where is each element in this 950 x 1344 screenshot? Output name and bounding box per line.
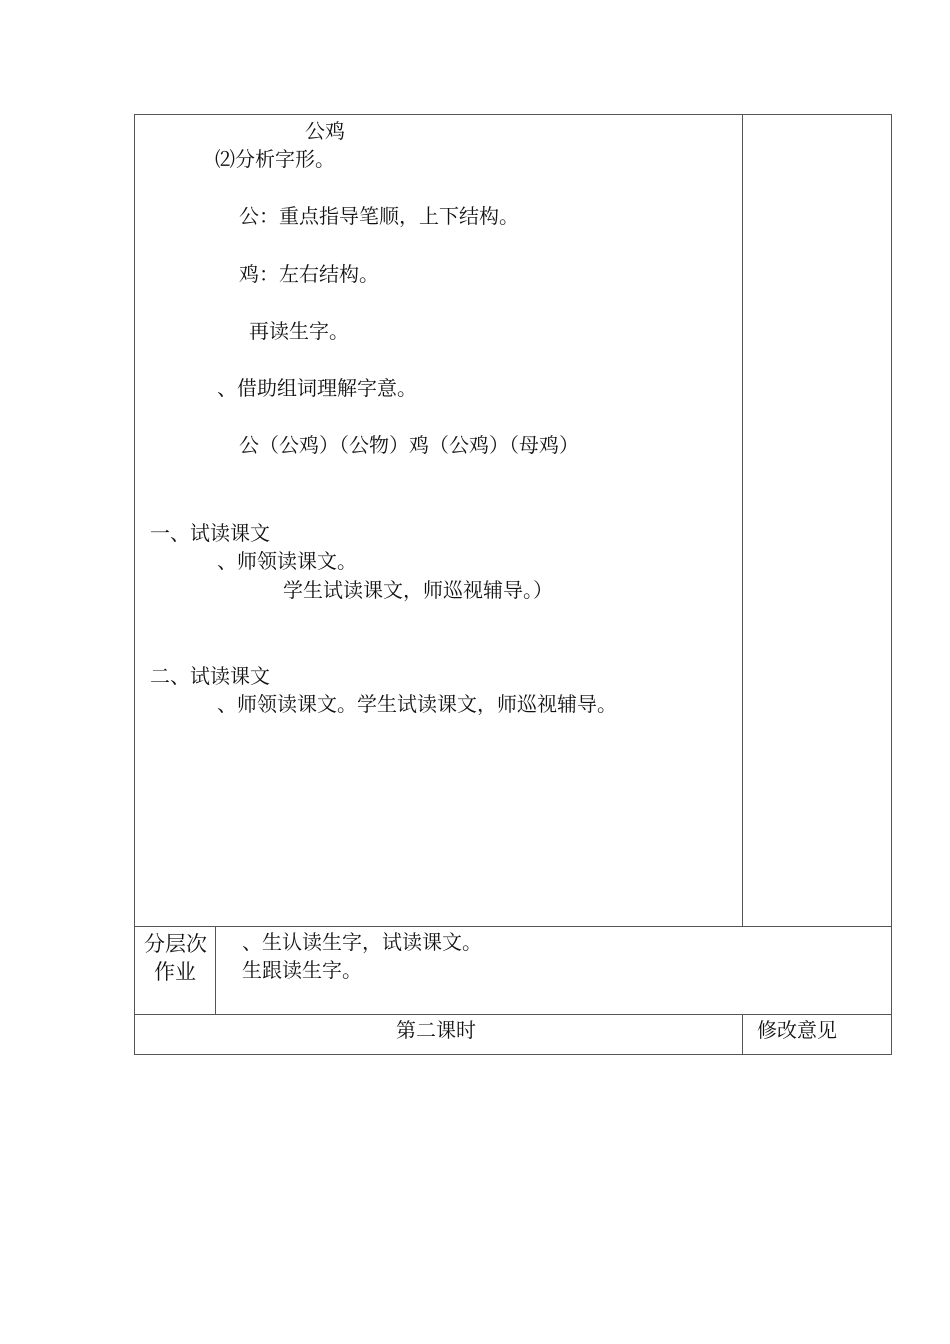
homework-label-divider	[215, 926, 216, 1014]
row-divider-homework	[134, 926, 892, 927]
lesson-title: 第二课时	[396, 1018, 476, 1042]
section-one-step-1: 、师领读课文。	[217, 549, 357, 573]
table-border-bottom	[134, 1054, 892, 1055]
section-two-title: 二、试读课文	[150, 664, 270, 688]
note-ji: 鸡：左右结构。	[239, 262, 379, 286]
step-word-meaning: 、借助组词理解字意。	[217, 376, 417, 400]
word-examples: 公（公鸡）（公物）鸡（公鸡）（母鸡）	[239, 433, 579, 457]
row-divider-footer	[134, 1014, 892, 1015]
section-one-step-2: 学生试读课文，师巡视辅导。）	[283, 578, 553, 602]
table-border-right	[891, 114, 892, 1055]
revision-label: 修改意见	[757, 1018, 837, 1042]
table-border-left	[134, 114, 135, 1055]
column-divider-upper	[742, 114, 743, 926]
section-one-title: 一、试读课文	[150, 521, 270, 545]
note-gong: 公：重点指导笔顺，上下结构。	[239, 204, 519, 228]
note-reread: 再读生字。	[249, 319, 349, 343]
homework-line-2: 生跟读生字。	[242, 958, 362, 982]
section-two-step-1: 、师领读课文。学生试读课文，师巡视辅导。	[217, 692, 617, 716]
step-analyze-glyph: ⑵分析字形。	[215, 147, 335, 171]
table-border-top	[134, 114, 892, 115]
column-divider-footer	[742, 1014, 743, 1055]
homework-line-1: 、生认读生字，试读课文。	[242, 930, 482, 954]
heading-gongji: 公鸡	[305, 119, 345, 143]
homework-label-line1: 分层次	[144, 932, 207, 956]
homework-label-line2: 作业	[154, 960, 196, 984]
